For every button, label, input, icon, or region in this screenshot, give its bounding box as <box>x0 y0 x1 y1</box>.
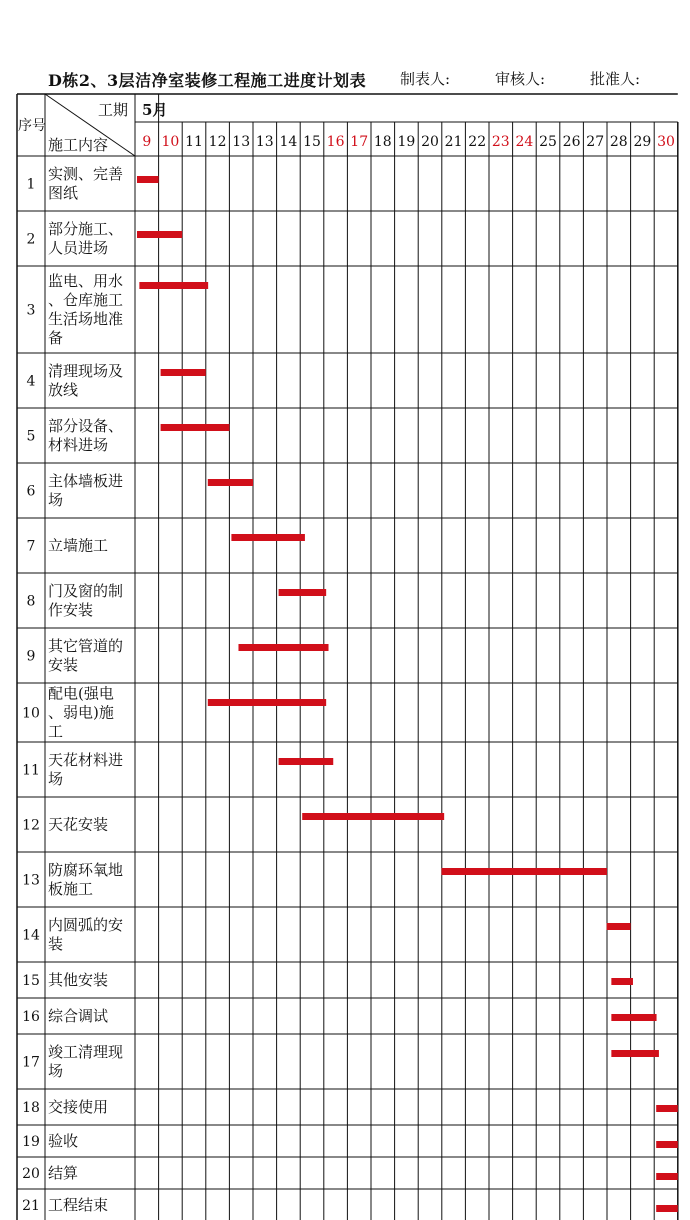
day-number: 27 <box>586 134 605 150</box>
task-number: 7 <box>26 538 36 555</box>
task-number: 11 <box>22 762 40 779</box>
schedule-bar <box>656 1173 678 1180</box>
schedule-bar <box>611 978 633 985</box>
task-name: 其它管道的安装 <box>48 637 124 674</box>
day-number: 30 <box>657 134 675 150</box>
task-name: 其他安装 <box>48 971 109 989</box>
task-name: 部分设备、材料进场 <box>48 417 124 454</box>
schedule-bar <box>611 1014 656 1021</box>
task-number: 20 <box>22 1166 40 1182</box>
task-number: 17 <box>22 1054 40 1071</box>
day-number: 17 <box>350 134 369 150</box>
day-number: 22 <box>468 134 487 150</box>
schedule-bar <box>161 424 230 431</box>
task-name: 监电、用水、仓库施工生活场地准备 <box>48 272 124 347</box>
task-name: 立墙施工 <box>48 536 109 555</box>
day-number: 20 <box>421 134 439 150</box>
task-number: 1 <box>26 176 36 193</box>
schedule-bar <box>279 589 327 596</box>
schedule-bar <box>279 758 334 765</box>
task-number: 4 <box>26 373 36 390</box>
day-number: 15 <box>303 134 321 150</box>
schedule-bar <box>302 813 444 820</box>
task-number: 13 <box>22 872 40 889</box>
reviewed-by-label: 审核人: <box>495 70 546 88</box>
day-number: 19 <box>397 134 416 150</box>
task-number: 8 <box>26 593 36 610</box>
schedule-bar <box>137 176 159 183</box>
task-name: 配电(强电、弱电)施工 <box>48 684 114 741</box>
task-number: 3 <box>26 302 36 319</box>
content-header: 施工内容 <box>48 136 109 154</box>
day-number: 26 <box>562 134 581 150</box>
task-number: 15 <box>22 973 40 989</box>
page-title: D栋2、3层洁净室装修工程施工进度计划表 <box>48 71 367 90</box>
day-number: 25 <box>539 134 557 150</box>
task-number: 10 <box>22 705 40 722</box>
task-name: 综合调试 <box>48 1007 109 1025</box>
task-number: 14 <box>22 927 40 944</box>
task-name: 清理现场及放线 <box>48 362 124 399</box>
task-number: 5 <box>26 428 36 445</box>
day-number: 12 <box>208 134 227 150</box>
task-number: 2 <box>26 231 36 248</box>
task-name: 防腐环氧地板施工 <box>48 861 124 898</box>
schedule-bar <box>607 923 631 930</box>
schedule-bar <box>208 479 253 486</box>
task-number: 16 <box>22 1009 40 1025</box>
day-number: 16 <box>326 134 345 150</box>
schedule-bar <box>238 644 328 651</box>
schedule-bar <box>137 231 182 238</box>
task-number: 9 <box>26 648 36 665</box>
task-number: 21 <box>22 1198 40 1214</box>
day-number: 14 <box>279 134 298 150</box>
day-number: 28 <box>609 134 628 150</box>
task-name: 主体墙板进场 <box>48 472 124 509</box>
day-number: 10 <box>161 134 180 150</box>
prepared-by-label: 制表人: <box>400 70 451 88</box>
schedule-bar <box>231 534 305 541</box>
seq-header: 序号 <box>18 118 46 134</box>
task-name: 实测、完善图纸 <box>48 165 124 202</box>
task-name: 竣工清理现场 <box>48 1043 124 1080</box>
task-name: 天花安装 <box>48 815 109 834</box>
period-header: 工期 <box>98 101 129 119</box>
day-number: 23 <box>491 134 510 150</box>
day-number: 18 <box>373 134 392 150</box>
schedule-bar <box>161 369 206 376</box>
schedule-bar <box>208 699 326 706</box>
schedule-bar <box>139 282 208 289</box>
day-number: 13 <box>232 134 251 150</box>
schedule-bar <box>656 1205 678 1212</box>
task-number: 6 <box>26 483 36 500</box>
approved-by-label: 批准人: <box>590 70 641 88</box>
task-name: 部分施工、人员进场 <box>48 220 124 257</box>
task-number: 18 <box>22 1100 40 1116</box>
day-number: 29 <box>633 134 652 150</box>
day-number: 9 <box>142 134 152 150</box>
schedule-bar <box>611 1050 659 1057</box>
day-number: 11 <box>185 134 203 150</box>
schedule-bar <box>441 868 607 875</box>
task-name: 验收 <box>48 1132 79 1150</box>
day-number: 21 <box>444 134 463 150</box>
schedule-bar <box>656 1105 678 1112</box>
task-number: 12 <box>22 817 40 834</box>
task-name: 门及窗的制作安装 <box>48 582 124 619</box>
schedule-bar <box>656 1141 678 1148</box>
task-name: 内圆弧的安装 <box>48 916 124 953</box>
day-number: 24 <box>515 134 534 150</box>
day-number: 13 <box>255 134 274 150</box>
task-name: 工程结束 <box>48 1196 109 1214</box>
task-name: 天花材料进场 <box>48 751 124 788</box>
month-label: 5月 <box>142 101 168 119</box>
task-number: 19 <box>22 1134 40 1150</box>
task-name: 交接使用 <box>48 1098 109 1116</box>
task-name: 结算 <box>48 1164 79 1182</box>
